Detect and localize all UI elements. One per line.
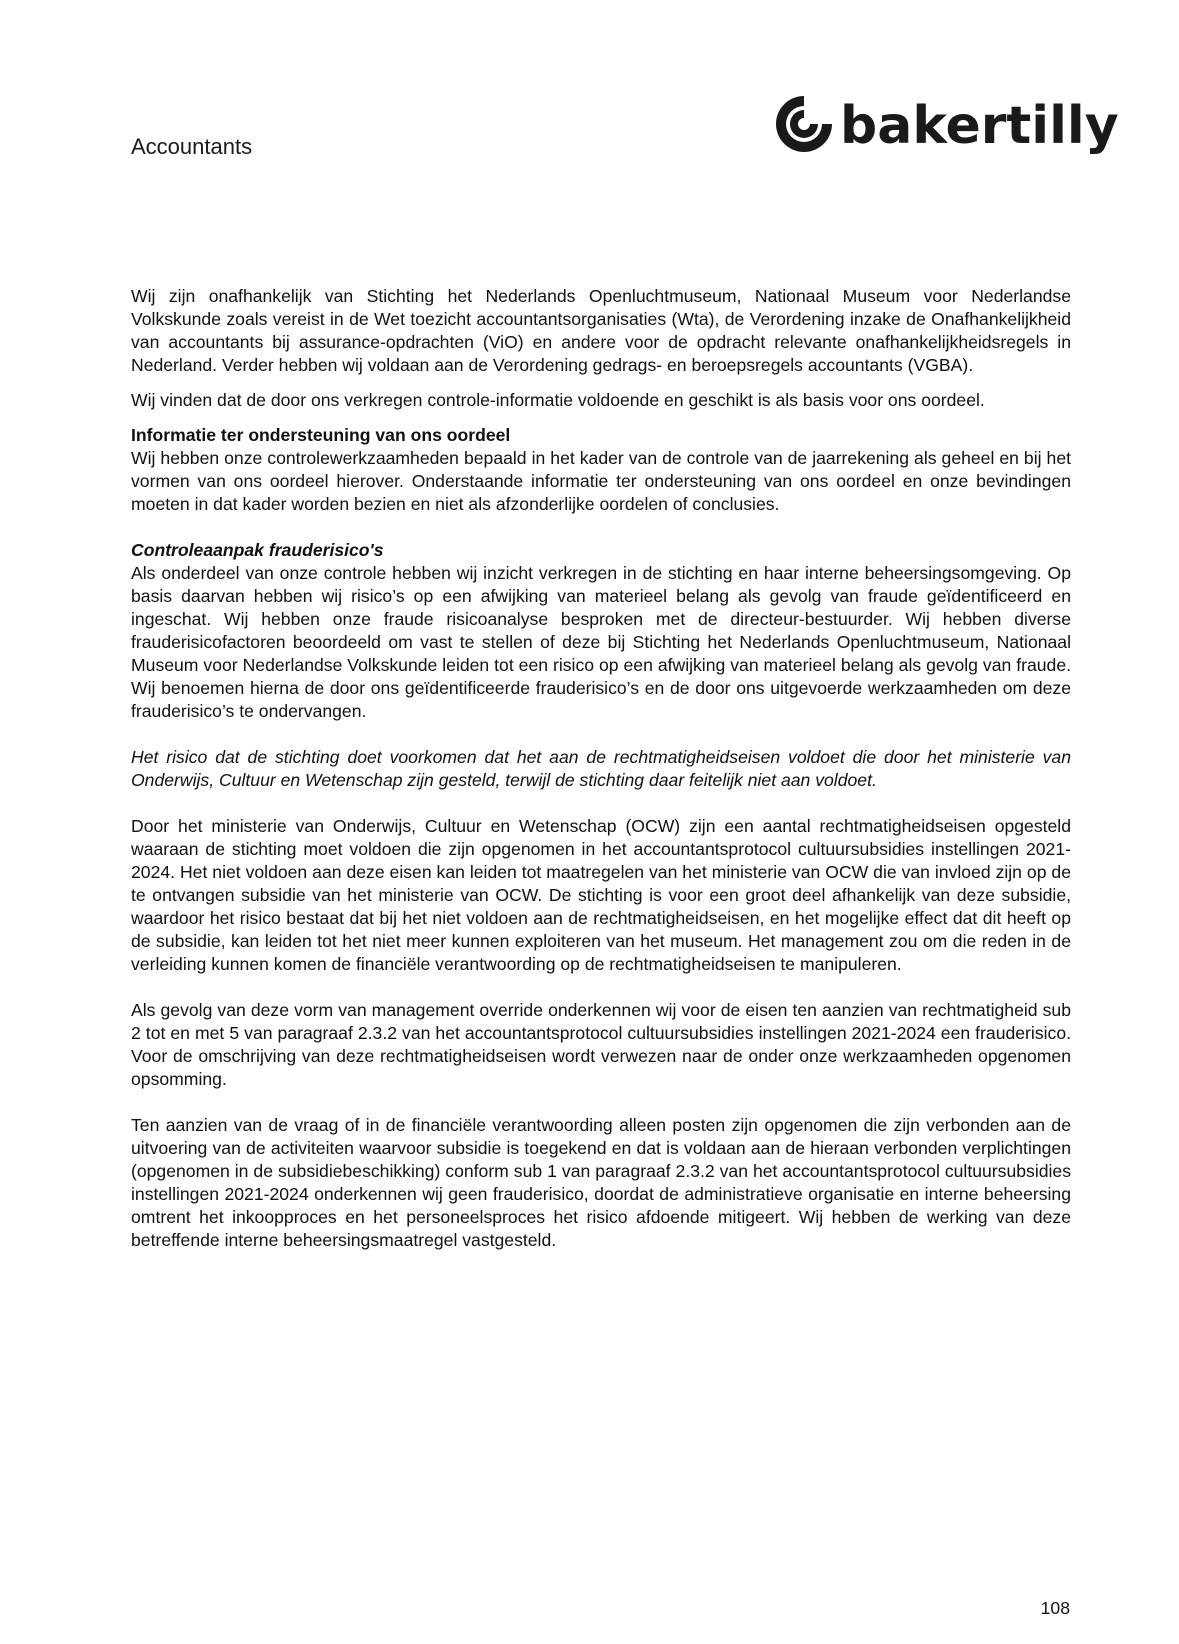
- paragraph-no-fraud-risk: Ten aanzien van de vraag of in de financiële verantwoording alleen posten zijn opgenomen die zijn verbonden aan de uitvoering van de activiteiten waarvoor subsidie is toegekend en dat is voldaan aan de hieraan verbonden verplichtingen (opgenomen in de subsidiebeschikking) conform sub 1 van paragraaf 2.3.2 van het accountantsprotocol cultuursubsidies instellingen 2021-2024 onderkennen wij geen frauderisico, doordat de administratieve organisatie en interne beheersing omtrent het inkoopproces en het personeelsproces het risico afdoende mitigeert. Wij hebben de werking van deze betreffende interne beheersingsmaatregel vastgesteld.: [131, 1115, 1071, 1250]
- paragraph-audit-evidence: Wij vinden dat de door ons verkregen controle-informatie voldoende en geschikt is als basis voor ons oordeel.: [131, 390, 985, 410]
- paragraph-fraud-risk-statement: Het risico dat de stichting doet voorkomen dat het aan de rechtmatigheidseisen voldoet die door het ministerie van Onderwijs, Cultuur en Wetenschap zijn gesteld, terwijl de stichting daar feitelijk niet aan voldoet.: [131, 747, 1071, 790]
- section-heading-fraud-approach: Controleaanpak frauderisico's: [131, 540, 384, 560]
- page-number: 108: [1040, 1598, 1070, 1618]
- bakertilly-swirl-icon: [772, 92, 836, 156]
- paragraph-independence: Wij zijn onafhankelijk van Stichting het Nederlands Openluchtmuseum, Nationaal Museum voor Nederlandse Volkskunde zoals vereist in de Wet toezicht accountantsorganisaties (Wta), de Verordening inzake de Onafhankelijkheid van accountants bij assurance-opdrachten (ViO) en andere voor de opdracht relevante onafhankelijkheidsregels in Nederland. Verder hebben wij voldaan aan de Verordening gedrags- en beroepsregels accountants (VGBA).: [131, 286, 1071, 375]
- paragraph-management-override: Als gevolg van deze vorm van management override onderkennen wij voor de eisen ten aanzien van rechtmatigheid sub 2 tot en met 5 van paragraaf 2.3.2 van het accountantsprotocol cultuursubsidies instellingen 2021-2024 een frauderisico. Voor de omschrijving van deze rechtmatigheidseisen wordt verwezen naar de onder onze werkzaamheden opgenomen opsomming.: [131, 1000, 1071, 1089]
- document-body: [131, 285, 1071, 1252]
- header-label: Accountants: [131, 134, 253, 159]
- bakertilly-wordmark: bakertilly: [840, 96, 1119, 156]
- paragraph-information: Wij hebben onze controlewerkzaamheden bepaald in het kader van de controle van de jaarrekening als geheel en bij het vormen van ons oordeel hierover. Onderstaande informatie ter ondersteuning van ons oordeel en onze bevindingen moeten in dat kader worden bezien en niet als afzonderlijke oordelen of conclusies.: [131, 448, 1071, 514]
- paragraph-ocw-requirements: Door het ministerie van Onderwijs, Cultuur en Wetenschap (OCW) zijn een aantal rechtmatigheidseisen opgesteld waaraan de stichting moet voldoen die zijn opgenomen in het accountantsprotocol cultuursubsidies instellingen 2021-2024. Het niet voldoen aan deze eisen kan leiden tot maatregelen van het ministerie van OCW die van invloed zijn op de te ontvangen subsidie van het ministerie van OCW. De stichting is voor een groot deel afhankelijk van deze subsidie, waardoor het risico bestaat dat bij het niet voldoen aan de rechtmatigheidseisen, en het mogelijke effect dat dit heeft op de subsidie, kan leiden tot het niet meer kunnen exploiteren van het museum. Het management zou om die reden in de verleiding kunnen komen de financiële verantwoording op de rechtmatigheidseisen te manipuleren.: [131, 816, 1071, 974]
- section-heading-information: Informatie ter ondersteuning van ons oordeel: [131, 425, 511, 445]
- paragraph-fraud-approach: Als onderdeel van onze controle hebben wij inzicht verkregen in de stichting en haar interne beheersingsomgeving. Op basis daarvan hebben wij risico’s op een afwijking van materieel belang als gevolg van fraude geïdentificeerd en ingeschat. Wij hebben onze fraude risicoanalyse besproken met de directeur-bestuurder. Wij hebben diverse frauderisicofactoren beoordeeld om vast te stellen of deze bij Stichting het Nederlands Openluchtmuseum, Nationaal Museum voor Nederlandse Volkskunde leiden tot een risico op een afwijking van materieel belang als gevolg van fraude. Wij benoemen hierna de door ons geïdentificeerde frauderisico’s en de door ons uitgevoerde werkzaamheden om deze frauderisico’s te ondervangen.: [131, 563, 1071, 721]
- bakertilly-logo: [772, 92, 1119, 182]
